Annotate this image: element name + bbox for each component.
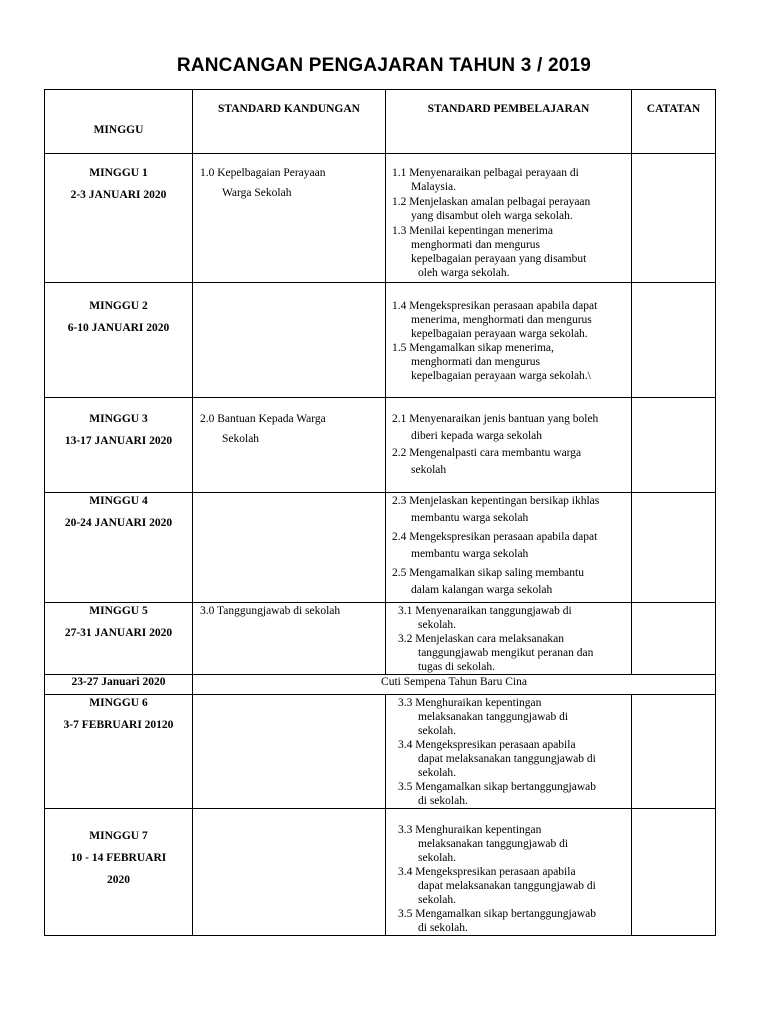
sp-item [392,299,629,341]
sp-item-cont: oleh warga sekolah. [418,267,510,279]
sp-item-first: 1.2 Menjelaskan amalan pelbagai perayaan [392,196,591,208]
standard-pembelajaran-cell [386,283,632,398]
sp-item-first: 1.5 Mengamalkan sikap menerima, [392,342,554,354]
sp-item [398,632,629,674]
table-row [45,695,716,809]
standard-kandungan-cell [193,493,386,603]
sp-item-cont: sekolah. [418,894,457,906]
standard-pembelajaran-cell [386,695,632,809]
week-cell [45,398,193,493]
week-label: MINGGU 3 [89,413,148,425]
sp-item-first: 2.2 Mengenalpasti cara membantu warga [392,447,582,459]
lesson-plan-table [44,89,716,936]
week-dates: 27-31 JANUARI 2020 [64,627,173,639]
sp-item-cont: kepelbagaian perayaan warga sekolah. [411,328,588,340]
sp-item [392,224,629,280]
sp-item-first: 3.5 Mengamalkan sikap bertanggungjawab [398,781,596,793]
standard-pembelajaran-cell [386,398,632,493]
sk-text-cont: Warga Sekolah [222,187,292,199]
week-dates: 2-3 JANUARI 2020 [70,189,167,201]
week-dates: 13-17 JANUARI 2020 [64,435,173,447]
sp-item-cont: kepelbagaian perayaan warga sekolah.\ [411,370,591,382]
sp-item-cont: tanggungjawab mengikut peranan dan [418,647,594,659]
sp-item-first: 3.3 Menghuraikan kepentingan [398,824,542,836]
week-label: MINGGU 1 [89,167,148,179]
sp-item [398,907,629,935]
standard-kandungan-cell [193,603,386,675]
sp-item [392,566,629,597]
sp-item-cont: membantu warga sekolah [411,512,529,524]
sp-item-cont: di sekolah. [418,922,468,934]
week-dates-year: 2020 [107,874,130,886]
sp-item-first: 2.5 Mengamalkan sikap saling membantu [392,567,584,579]
sp-item-cont: sekolah. [418,725,457,737]
sp-item [398,823,629,865]
sp-item-first: 1.3 Menilai kepentingan menerima [392,225,553,237]
sp-item-cont: melaksanakan tanggungjawab di [418,711,569,723]
holiday-dates: 23-27 Januari 2020 [45,675,193,695]
sp-item-cont: membantu warga sekolah [411,548,529,560]
standard-kandungan-cell [193,398,386,493]
sp-item [398,696,629,738]
standard-pembelajaran-cell [386,154,632,283]
sp-item-cont: dalam kalangan warga sekolah [411,584,553,596]
sp-item-cont: yang disambut oleh warga sekolah. [411,210,573,222]
standard-pembelajaran-cell [386,493,632,603]
sp-item-cont: Malaysia. [411,181,457,193]
table-row [45,398,716,493]
week-dates: 10 - 14 FEBRUARI [70,852,167,864]
week-cell [45,283,193,398]
standard-kandungan-cell [193,154,386,283]
sp-item [392,166,629,194]
standard-pembelajaran-cell [386,603,632,675]
sp-item-cont: sekolah. [418,619,457,631]
week-dates: 3-7 FEBRUARI 20120 [63,719,174,731]
sp-item-first: 2.3 Menjelaskan kepentingan bersikap ikhlas [392,495,600,507]
week-label: MINGGU 5 [89,605,148,617]
sp-item [392,494,629,525]
sp-item-cont: melaksanakan tanggungjawab di [418,838,569,850]
sp-item [392,446,629,477]
sp-item-cont: sekolah. [418,852,457,864]
sp-item-cont: tugas di sekolah. [418,661,495,673]
sp-item [398,604,629,632]
week-label: MINGGU 6 [89,697,148,709]
sp-item-cont: sekolah [411,464,447,476]
sk-text-cont: Sekolah [222,433,260,445]
sp-item-first: 3.5 Mengamalkan sikap bertanggungjawab [398,908,596,920]
sp-item-cont: dapat melaksanakan tanggungjawab di [418,753,596,765]
header-standard-pembelajaran: STANDARD PEMBELAJARAN [386,90,632,154]
sp-item [392,530,629,561]
sk-text: 1.0 Kepelbagaian Perayaan [200,167,326,179]
week-cell [45,603,193,675]
sp-item [392,412,629,443]
sp-item [398,865,629,907]
week-cell [45,809,193,936]
week-dates: 20-24 JANUARI 2020 [64,517,173,529]
sp-item-cont: sekolah. [418,767,457,779]
sp-item [392,195,629,223]
week-label: MINGGU 7 [89,830,148,842]
standard-pembelajaran-cell [386,809,632,936]
sp-item [398,780,629,808]
catatan-cell[interactable] [632,398,716,493]
week-cell [45,493,193,603]
sp-item-cont: menghormati dan mengurus [411,239,541,251]
sp-item-first: 3.4 Mengekspresikan perasaan apabila [398,866,576,878]
catatan-cell[interactable] [632,603,716,675]
catatan-cell[interactable] [632,154,716,283]
table-row [45,283,716,398]
sp-item [392,341,629,383]
holiday-text: Cuti Sempena Tahun Baru Cina [193,675,716,695]
week-label: MINGGU 2 [89,300,148,312]
header-catatan: CATATAN [632,90,716,154]
sp-item [398,738,629,780]
standard-kandungan-cell [193,283,386,398]
catatan-cell[interactable] [632,695,716,809]
sk-text: 2.0 Bantuan Kepada Warga [200,413,326,425]
sp-item-cont: di sekolah. [418,795,468,807]
sp-item-cont: dapat melaksanakan tanggungjawab di [418,880,596,892]
sp-item-cont: kepelbagaian perayaan yang disambut [411,253,587,265]
sp-item-cont: menghormati dan mengurus [411,356,541,368]
table-row [45,603,716,675]
sp-item-first: 3.4 Mengekspresikan perasaan apabila [398,739,576,751]
sk-text: 3.0 Tanggungjawab di sekolah [200,605,341,617]
week-cell [45,695,193,809]
holiday-row [45,675,716,695]
week-label: MINGGU 4 [89,495,148,507]
standard-kandungan-cell [193,695,386,809]
catatan-cell[interactable] [632,493,716,603]
sp-item-cont: menerima, menghormati dan mengurus [411,314,592,326]
sp-item-first: 2.4 Mengekspresikan perasaan apabila dapat [392,531,598,543]
catatan-cell[interactable] [632,809,716,936]
sp-item-first: 3.3 Menghuraikan kepentingan [398,697,542,709]
table-row [45,154,716,283]
table-header-row [45,90,716,154]
header-minggu: MINGGU [45,90,193,154]
week-cell [45,154,193,283]
page-title: RANCANGAN PENGAJARAN TAHUN 3 / 2019 [176,55,592,76]
table-row [45,809,716,936]
header-standard-kandungan: STANDARD KANDUNGAN [193,90,386,154]
sp-item-first: 3.2 Menjelaskan cara melaksanakan [398,633,565,645]
standard-kandungan-cell [193,809,386,936]
catatan-cell[interactable] [632,283,716,398]
sp-item-first: 3.1 Menyenaraikan tanggungjawab di [398,605,572,617]
table-row [45,493,716,603]
sp-item-cont: diberi kepada warga sekolah [411,430,543,442]
sp-item-first: 2.1 Menyenaraikan jenis bantuan yang boleh [392,413,599,425]
sp-item-first: 1.4 Mengekspresikan perasaan apabila dapat [392,300,598,312]
week-dates: 6-10 JANUARI 2020 [67,322,170,334]
sp-item-first: 1.1 Menyenaraikan pelbagai perayaan di [392,167,579,179]
